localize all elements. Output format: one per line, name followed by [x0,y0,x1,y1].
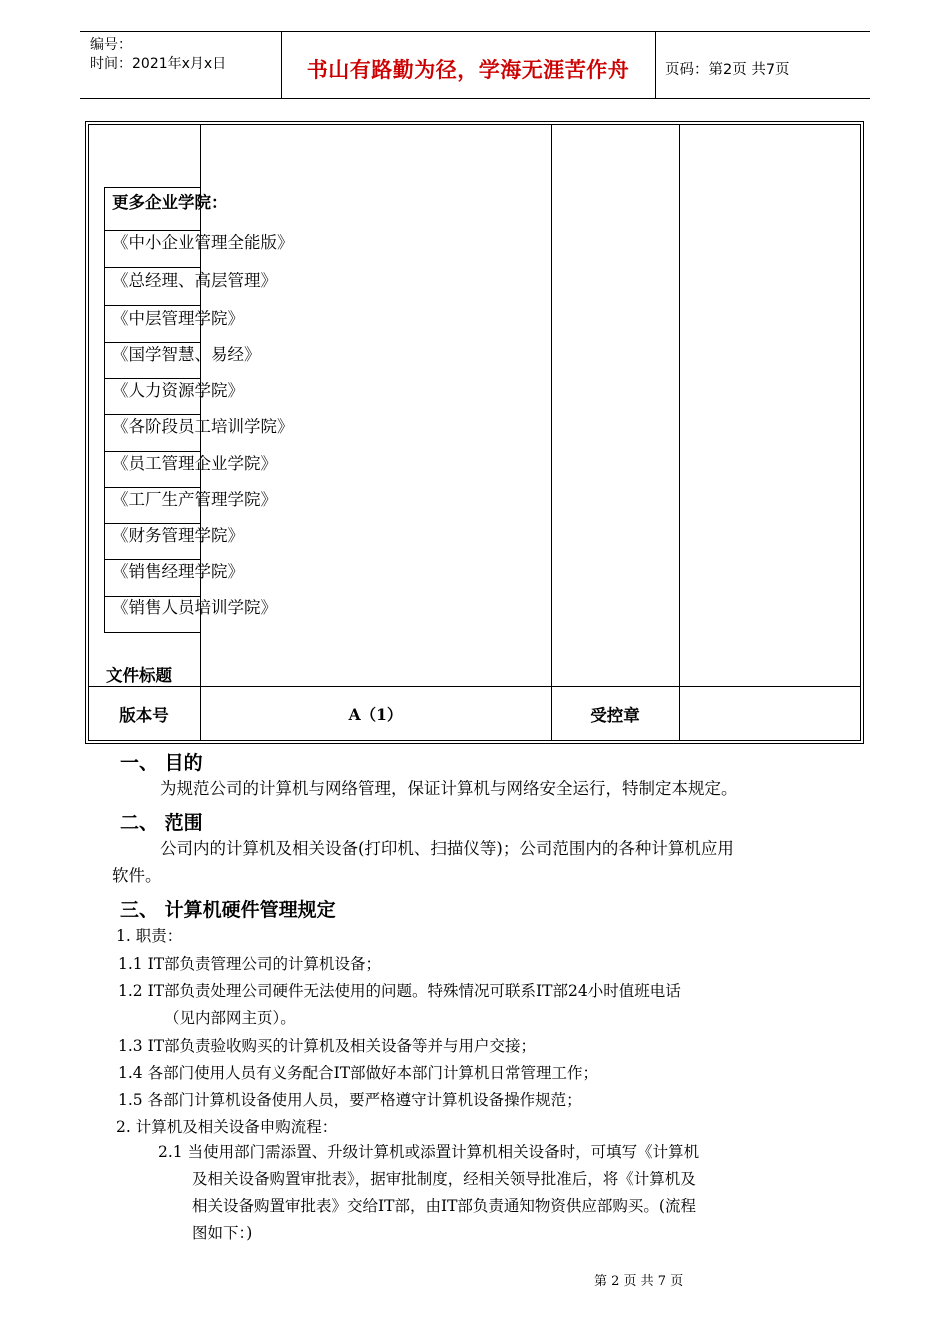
controlled-stamp-label: 受控章 [590,706,640,725]
doc-date: 时间：2021年x月x日 [90,56,227,72]
page-footer: 第 2 页 共 7 页 [594,1274,684,1289]
more-academies-title: 更多企业学院： [112,193,228,212]
section-heading: 三、 计算机硬件管理规定 [120,899,336,921]
academy-link[interactable]: 《工厂生产管理学院》 [112,490,277,509]
paragraph: 为规范公司的计算机与网络管理，保证计算机与网络安全运行，特制定本规定。 [160,779,738,798]
section-heading: 二、 范围 [120,812,203,834]
version-value: A（1） [348,705,403,724]
list-item: （见内部网主页）。 [164,1009,296,1027]
academy-link[interactable]: 《总经理、高层管理》 [112,271,277,290]
academy-link[interactable]: 《销售人员培训学院》 [112,598,277,617]
academy-link[interactable]: 《员工管理企业学院》 [112,454,277,473]
academy-link[interactable]: 《国学智慧、易经》 [112,345,261,364]
list-item: 2. 计算机及相关设备申购流程： [116,1118,338,1136]
academy-link[interactable]: 《各阶段员工培训学院》 [112,417,294,436]
doc-title-label: 文件标题 [106,666,172,685]
list-item: 1.3 IT部负责验收购买的计算机及相关设备等并与用户交接； [118,1037,537,1055]
list-item: 1.1 IT部负责管理公司的计算机设备； [118,955,382,973]
academy-link[interactable]: 《中层管理学院》 [112,309,244,328]
academy-link[interactable]: 《财务管理学院》 [112,526,244,545]
paragraph: 公司内的计算机及相关设备(打印机、扫描仪等)；公司范围内的各种计算机应用 [160,839,734,858]
list-item: 1.2 IT部负责处理公司硬件无法使用的问题。特殊情况可联系IT部24小时值班电话 [118,982,681,1000]
header-page-info: 页码：第2页 共7页 [665,62,790,78]
academy-link[interactable]: 《人力资源学院》 [112,381,244,400]
academy-link[interactable]: 《中小企业管理全能版》 [112,233,294,252]
doc-number-label: 编号： [90,37,132,53]
list-item: 1. 职责： [116,927,183,945]
list-item: 及相关设备购置审批表》，据审批制度，经相关领导批准后，将《计算机及 [192,1170,696,1188]
list-item: 2.1 当使用部门需添置、升级计算机或添置计算机相关设备时，可填写《计算机 [158,1143,700,1161]
paragraph: 软件。 [112,866,162,885]
section-heading: 一、 目的 [120,752,203,774]
header-motto: 书山有路勤为径，学海无涯苦作舟 [306,58,630,82]
list-item: 1.4 各部门使用人员有义务配合IT部做好本部门计算机日常管理工作； [118,1064,599,1082]
list-item: 相关设备购置审批表》交给IT部，由IT部负责通知物资供应部购买。(流程 [192,1197,696,1215]
academy-link[interactable]: 《销售经理学院》 [112,562,244,581]
version-label: 版本号 [119,706,169,725]
list-item: 图如下：) [192,1224,253,1242]
list-item: 1.5 各部门计算机设备使用人员，要严格遵守计算机设备操作规范； [118,1091,582,1109]
